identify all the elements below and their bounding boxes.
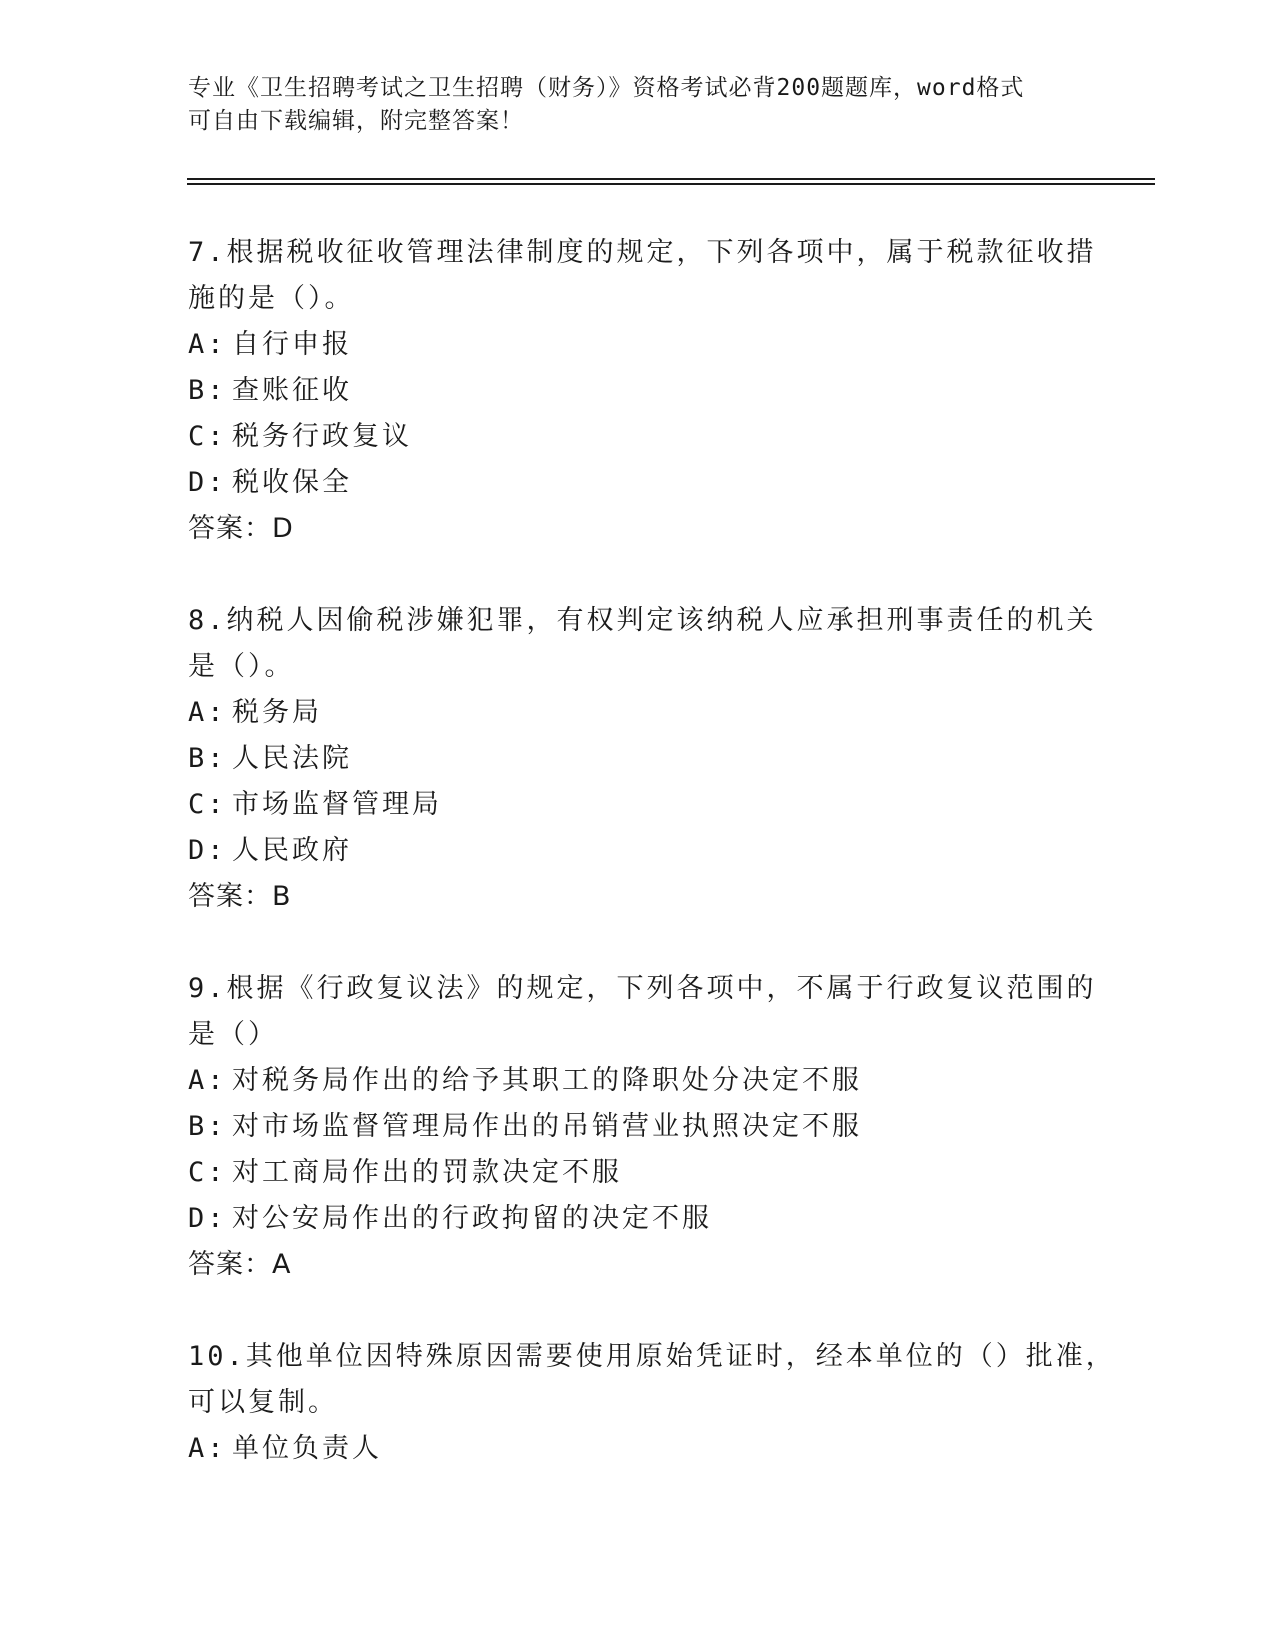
option-text: 人民法院 [232,743,352,774]
question-stem [188,1334,1116,1426]
header-divider-top [187,178,1155,180]
question-stem-line: 10.其他单位因特殊原因需要使用原始凭证时，经本单位的（）批准， [188,1341,1116,1372]
question-stem [188,598,1097,690]
option-text: 人民政府 [232,835,352,866]
option-c [188,782,1088,828]
question-stem-line: 8.纳税人因偷税涉嫌犯罪，有权判定该纳税人应承担刑事责任的机关 [188,605,1097,636]
question-10 [188,1334,1116,1472]
option-key: A: [188,329,227,360]
header-line-1: 专业《卫生招聘考试之卫生招聘（财务）》资格考试必背200题题库，word格式 [188,75,1025,101]
question-list [188,230,1116,1518]
option-text: 对公安局作出的行政拘留的决定不服 [232,1203,712,1234]
option-key: C: [188,1157,227,1188]
option-d [188,828,1088,874]
question-7 [188,230,1097,552]
option-text: 税务局 [232,697,322,728]
option-key: D: [188,467,227,498]
option-a [188,1058,1088,1104]
header-divider-bottom [187,183,1155,185]
option-d [188,1196,1088,1242]
option-b [188,368,1088,414]
option-key: A: [188,1065,227,1096]
header-line-2: 可自由下载编辑，附完整答案！ [188,108,524,134]
option-b [188,1104,1088,1150]
option-text: 市场监督管理局 [232,789,442,820]
option-text: 自行申报 [232,329,352,360]
option-c [188,1150,1088,1196]
option-text: 对市场监督管理局作出的吊销营业执照决定不服 [232,1111,862,1142]
option-text: 税收保全 [232,467,352,498]
option-a [188,1426,1088,1472]
option-key: D: [188,1203,227,1234]
option-key: B: [188,1111,227,1142]
answer-line: 答案：A [188,1249,292,1280]
option-key: B: [188,743,227,774]
answer-line: 答案：B [188,881,292,912]
question-stem-line: 7.根据税收征收管理法律制度的规定，下列各项中，属于税款征收措 [188,237,1097,268]
question-stem-line: 是（） [188,1019,278,1050]
option-text: 对税务局作出的给予其职工的降职处分决定不服 [232,1065,862,1096]
option-text: 查账征收 [232,375,352,406]
option-text: 对工商局作出的罚款决定不服 [232,1157,622,1188]
option-key: B: [188,375,227,406]
option-d [188,460,1088,506]
option-a [188,322,1088,368]
option-text: 税务行政复议 [232,421,412,452]
question-9 [188,966,1097,1288]
question-stem-line: 是（）。 [188,651,295,682]
option-key: D: [188,835,227,866]
question-stem [188,230,1097,322]
question-stem-line: 可以复制。 [188,1387,338,1418]
question-stem [188,966,1097,1058]
document-header [188,72,1088,138]
option-a [188,690,1088,736]
option-text: 单位负责人 [232,1433,382,1464]
option-key: C: [188,421,227,452]
option-key: A: [188,1433,227,1464]
question-stem-line: 施的是（）。 [188,283,355,314]
question-stem-line: 9.根据《行政复议法》的规定，下列各项中，不属于行政复议范围的 [188,973,1097,1004]
option-key: C: [188,789,227,820]
option-key: A: [188,697,227,728]
answer-line: 答案：D [188,513,294,544]
question-8 [188,598,1097,920]
option-c [188,414,1088,460]
option-b [188,736,1088,782]
